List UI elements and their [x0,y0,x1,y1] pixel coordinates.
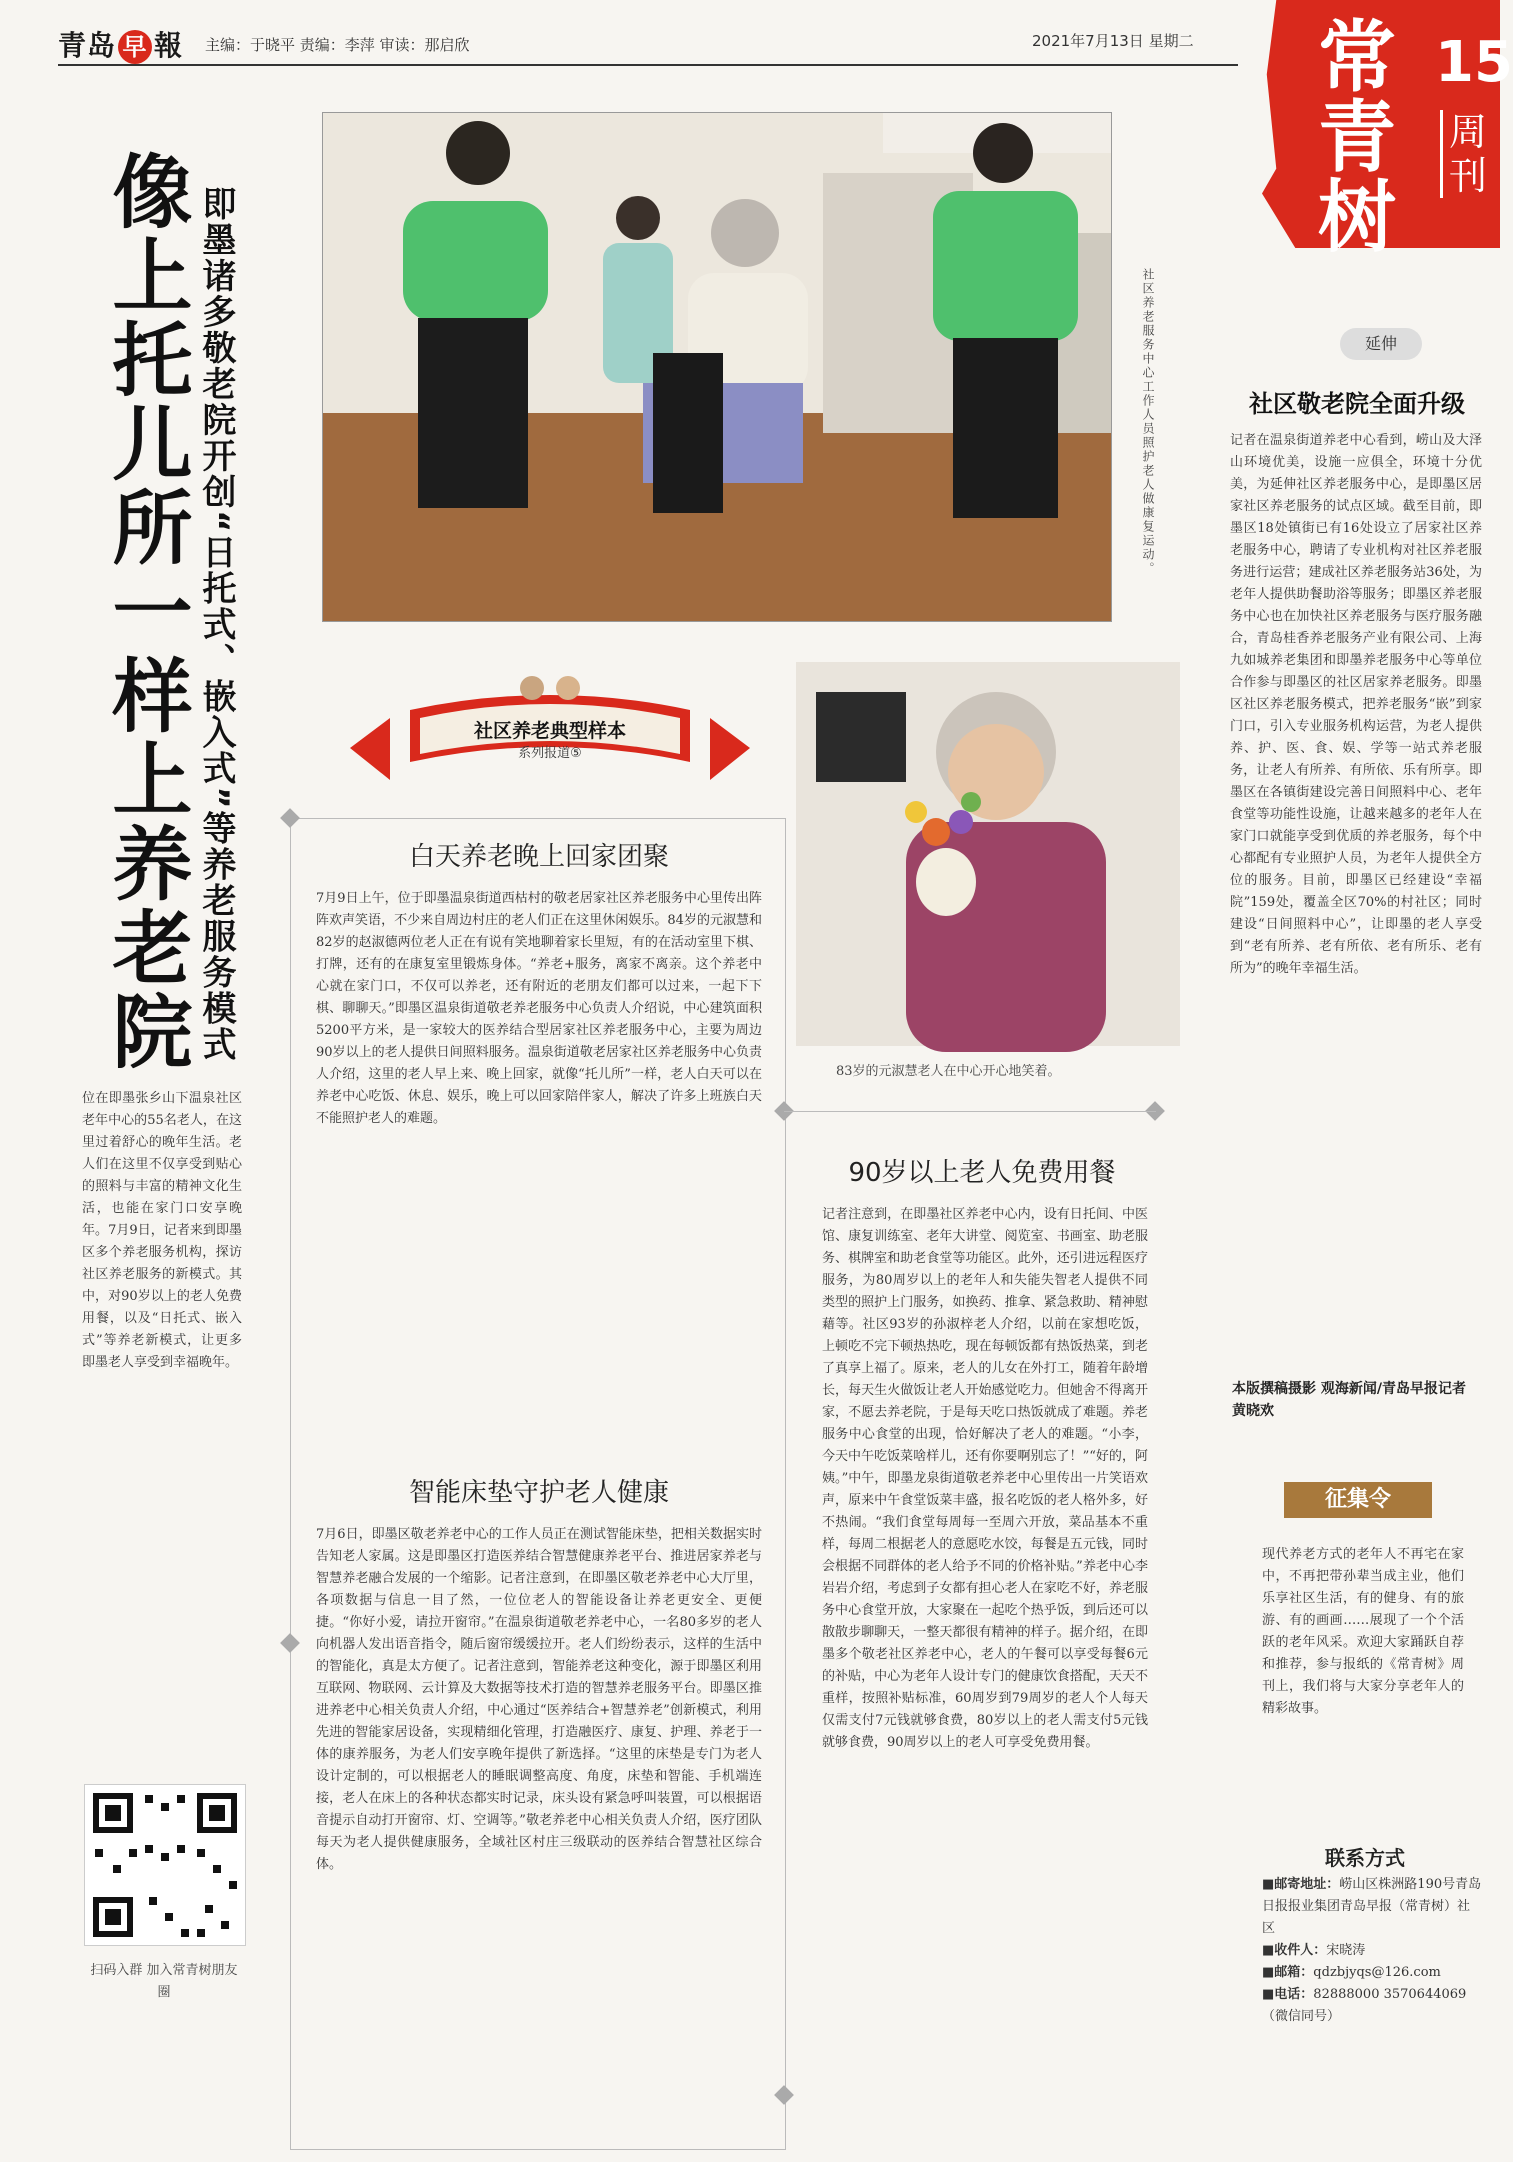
logo-text-b: 報 [154,29,184,62]
left-intro-text: 位在即墨张乡山下温泉社区老年中心的55名老人，在这里过着舒心的晚年生活。老人们在这里不仅享受到贴心的照料与丰富的精神文化生活，也能在家门口安享晚年。7月9日，记者来到即墨区多个养老服务机构，探访社区养老服务的新模式。其中，对90岁以上的老人免费用餐，以及“日托式、嵌入式”等养老新模式，让更多即墨老人享受到幸福晚年。 [82,1091,242,1370]
section-body-daytime-care: 7月9日上午，位于即墨温泉街道西枯村的敬老居家社区养老服务中心里传出阵阵欢声笑语，不少来自周边村庄的老人们正在这里休闲娱乐。84岁的元淑慧和82岁的赵淑德两位老人正在有说有笑地聊着家长里短，有的在活动室里下棋、打牌，还有的在康复室里锻炼身体。“养老+服务，离家不离亲。这个养老中心就在家门口，不仅可以养老，还有附近的老朋友们都可以过来，一起下下棋、聊聊天。”即墨区温泉街道敬老养老服务中心负责人介绍说，中心建筑面积5200平方米，是一家较大的医养结合型居家社区养老服务中心，主要为周边90岁以上的老人提供日间照料服务。温泉街道敬老居家社区养老服务中心负责人介绍，这里的老人早上来、晚上回家，就像“托儿所”一样，老人白天可以在养老中心吃饭、休息、娱乐，晚上可以回家陪伴家人，解决了许多上班族白天不能照护老人的难题。 [316,891,762,1126]
contact-item: ■邮寄地址：崂山区株洲路190号青岛日报报业集团青岛早报（常青树）社区 [1262,1877,1482,1936]
contact-item: ■邮箱：qdzbjyqs@126.com [1262,1965,1441,1980]
main-photo [322,112,1112,622]
logo-text-a: 青岛 [58,29,117,62]
email-link[interactable]: qdzbjyqs@126.com [1313,1965,1441,1980]
right-article-body: 记者在温泉街道养老中心看到，崂山及大泽山环境优美，设施一应俱全，环境十分优美，为延伸社区养老服务中心，是即墨区居家社区养老服务的试点区域。截至目前，即墨区18处镇街已有16处设立了居家社区养老服务中心，聘请了专业机构对社区养老服务进行运营；建成社区养老服务站36处，为老年人提供助餐助浴等服务；即墨区养老服务中心也在加快社区养老服务与医疗服务融合，青岛桂香养老服务产业有限公司、上海九如城养老集团和即墨养老服务中心等单位合作参与即墨区的社区居家养老服务。即墨区社区养老服务模式，把养老服务“嵌”到家门口，引入专业服务机构运营，为老人提供养、护、医、食、娱、学等一站式养老服务，让老人有所养、有所依、乐有所享。即墨区在各镇街建设完善日间照料中心、老年食堂等功能性设施，让越来越多的老年人在家门口就能享受到优质的养老服务，每个中心都配有专业照护人员，为老年人提供全方位的服务。目前，即墨区已经建设“幸福院”159处，覆盖全区70%的村社区；同时建设“日间照料中心”，让即墨的老人享受到“老有所养、老有所依、老有所乐、老有所为”的晚年幸福生活。 [1230,433,1482,976]
section-title-free-meals: 90岁以上老人免费用餐 [848,1158,1116,1188]
logo-dot: 早 [118,30,152,64]
section-title-daytime-care: 白天养老晚上回家团聚 [408,842,669,872]
right-article-title: 社区敬老院全面升级 [1249,390,1465,418]
call-for-stories-body: 现代养老方式的老年人不再宅在家中，不再把带孙辈当成主业，他们乐享社区生活，有的健身、有的旅游、有的画画……展现了一个个活跃的老年风采。欢迎大家踊跃自荐和推荐，参与报纸的《常青树》周刊上，我们将与大家分享老年人的精彩故事。 [1262,1547,1464,1716]
contact-item: ■收件人：宋晓涛 [1262,1943,1366,1958]
series-badge [350,670,750,780]
section-body-free-meals: 记者注意到，在即墨社区养老中心内，设有日托间、中医馆、康复训练室、老年大讲堂、阅览室、书画室、助老服务、棋牌室和助老食堂等功能区。此外，还引进远程医疗服务，为80周岁以上的老年人和失能失智老人提供不同类型的照护上门服务，如换药、推拿、紧急救助、精神慰藉等。社区93岁的孙淑梓老人介绍，以前在家想吃饭，上顿吃不完下顿热热吃，现在每顿饭都有热饭热菜，到老了真享上福了。原来，老人的儿女在外打工，随着年龄增长，每天生火做饭让老人开始感觉吃力。但她舍不得离开家，不愿去养老院，于是每天吃口热饭就成了难题。养老服务中心食堂的出现，恰好解决了老人的难题。“小李，今天中午吃饭菜啥样儿，还有你要啊别忘了！”“好的，阿姨。”中午，即墨龙泉街道敬老养老中心里传出一片笑语欢声，原来中午食堂饭菜丰盛，报名吃饭的老人格外多，好不热闹。“我们食堂每周每一至周六开放，菜品基本不重样，每周二根据老人的意愿吃水饺，每餐是五元钱，同时会根据不同群体的老人给予不同的价格补贴。”养老中心李岩岩介绍，考虑到子女都有担心老人在家吃不好，养老服务中心食堂开放，大家聚在一起吃个热乎饭，到后还可以散散步聊聊天，一整天都很有精神的样子。据介绍，在即墨多个敬老社区养老中心，老人的午餐可以享受每餐6元的补贴，中心为老年人设计专门的健康饮食搭配，天天不重样，按照补贴标准，60周岁到79周岁的老人个人每天仅需支付7元钱就够食费，80岁以上的老人需支付5元钱就够食费，90周岁以上的老人可享受免费用餐。 [822,1207,1148,1750]
badge-title: 社区养老典型样本 [473,720,626,742]
extension-label: 延伸 [1340,328,1422,360]
main-headline: 像上托儿所一样上养老院 [99,150,192,1074]
circle-photo-illustration [796,662,1180,1046]
qr-code-icon [85,1785,245,1945]
article-credit: 本版撰稿摄影 观海新闻/青岛早报记者 黄晓欢 [1232,1381,1466,1419]
page-number: 15 [1435,30,1513,95]
sub-headline: 即墨诸多敬老院开创“日托式、嵌入式”等养老服务模式 [196,186,236,1063]
contact-item: ■电话：82888000 3570644069（微信同号） [1262,1987,1467,2024]
banner-section-label: 周刊 [1440,110,1489,198]
qr-caption: 扫码入群 加入常青树朋友圈 [90,1963,238,2000]
circle-photo [796,662,1180,1046]
main-photo-caption: 社区养老服务中心工作人员照护老人做康复运动。 [1141,268,1155,576]
circle-photo-caption: 83岁的元淑慧老人在中心开心地笑着。 [836,1064,1061,1079]
contact-info [1262,1874,1482,2028]
banner-title: 常青树 [1318,13,1397,263]
section-title-smart-mattress: 智能床垫守护老人健康 [408,1478,669,1508]
section-body-smart-mattress: 7月6日，即墨区敬老养老中心的工作人员正在测试智能床垫，把相关数据实时告知老人家属。这是即墨区打造医养结合智慧健康养老平台、推进居家养老与智慧养老融合发展的一个缩影。记者注意到，在即墨区敬老养老中心大厅里，各项数据与信息一目了然，一位位老人的智能设备让养老更安全、更便捷。“你好小爱，请拉开窗帘。”在温泉街道敬老养老中心，一名80多岁的老人向机器人发出语音指令，随后窗帘缓缓拉开。老人们纷纷表示，这样的生活中的智能化，真是太方便了。记者注意到，智能养老这种变化，源于即墨区利用互联网、物联网、云计算及大数据等技术打造的智慧养老服务平台。即墨区推进养老中心相关负责人介绍，中心通过“医养结合+智慧养老”创新模式，利用先进的智能家居设备，实现精细化管理，打造融医疗、康复、护理、养老于一体的康养服务，为老人们安享晚年提供了新选择。“这里的床垫是专门为老人设计定制的，可以根据老人的睡眠调整高度、角度，床垫和智能、手机端连接，老人在床上的各种状态都实时记录，床头设有紧急呼叫装置，可以根据语音提示自动打开窗帘、灯、空调等。”敬老养老中心相关负责人介绍，医疗团队每天为老人提供健康服务，全域社区村庄三级联动的医养结合智慧社区综合体。 [316,1527,762,1872]
publication-date: 2021年7月13日 星期二 [1032,32,1194,50]
contact-title: 联系方式 [1325,1846,1405,1870]
header-rule [58,64,1238,66]
call-for-stories-label: 征集令 [1284,1482,1432,1518]
qr-code[interactable] [84,1784,246,1946]
badge-subtitle: 系列报道⑤ [518,746,582,761]
divider-line [784,1111,1156,1112]
photo-illustration [323,113,1111,621]
newspaper-logo [58,24,183,64]
editors-line: 主编：于晓平 责编：李萍 审读：那启欣 [205,36,470,54]
